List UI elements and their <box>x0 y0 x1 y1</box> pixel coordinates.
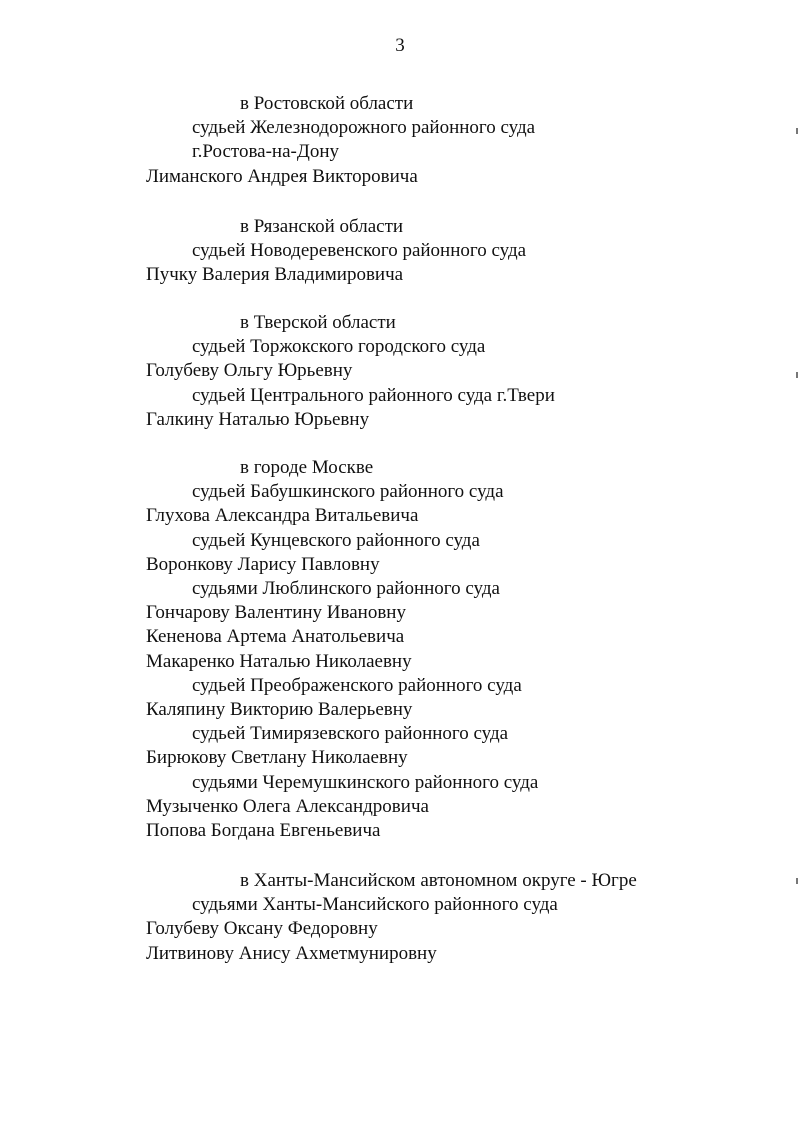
judge-name: Кененова Артема Анатольевича <box>146 626 405 647</box>
judge-name: Глухова Александра Витальевича <box>146 505 419 526</box>
court-appointment: судьей Железнодорожного районного суда <box>192 117 536 138</box>
court-appointment: судьей Центрального районного суда г.Твери <box>192 385 555 406</box>
court-appointment: судьями Ханты-Мансийского районного суда <box>192 894 558 915</box>
court-appointment: судьей Торжокского городского суда <box>192 336 486 357</box>
region-heading: в Тверской области <box>240 312 396 333</box>
judge-name: Каляпину Викторию Валерьевну <box>146 699 413 720</box>
judge-name: Лиманского Андрея Викторовича <box>146 166 418 187</box>
court-appointment: судьями Черемушкинского районного суда <box>192 772 539 793</box>
court-city: г.Ростова-на-Дону <box>192 141 339 162</box>
region-heading: в городе Москве <box>240 457 374 478</box>
judge-name: Бирюкову Светлану Николаевну <box>146 747 408 768</box>
judge-name: Воронкову Ларису Павловну <box>146 554 380 575</box>
scan-mark <box>796 128 798 134</box>
judge-name: Макаренко Наталью Николаевну <box>146 651 412 672</box>
judge-name: Галкину Наталью Юрьевну <box>146 409 370 430</box>
judge-name: Голубеву Ольгу Юрьевну <box>146 360 353 381</box>
judge-name: Голубеву Оксану Федоровну <box>146 918 378 939</box>
region-heading: в Рязанской области <box>240 216 404 237</box>
region-heading: в Ханты-Мансийском автономном округе - Югре <box>240 870 637 891</box>
court-appointment: судьями Люблинского районного суда <box>192 578 500 599</box>
region-heading: в Ростовской области <box>240 93 414 114</box>
court-appointment: судьей Кунцевского районного суда <box>192 530 480 551</box>
judge-name: Музыченко Олега Александровича <box>146 796 429 817</box>
scan-mark <box>796 372 798 378</box>
court-appointment: судьей Новодеревенского районного суда <box>192 240 527 261</box>
judge-name: Пучку Валерия Владимировича <box>146 264 404 285</box>
judge-name: Попова Богдана Евгеньевича <box>146 820 381 841</box>
judge-name: Гончарову Валентину Ивановну <box>146 602 406 623</box>
scan-mark <box>796 878 798 884</box>
court-appointment: судьей Бабушкинского районного суда <box>192 481 504 502</box>
court-appointment: судьей Преображенского районного суда <box>192 675 522 696</box>
page-number: 3 <box>395 35 405 56</box>
court-appointment: судьей Тимирязевского районного суда <box>192 723 509 744</box>
judge-name: Литвинову Анису Ахметмунировну <box>146 943 437 964</box>
